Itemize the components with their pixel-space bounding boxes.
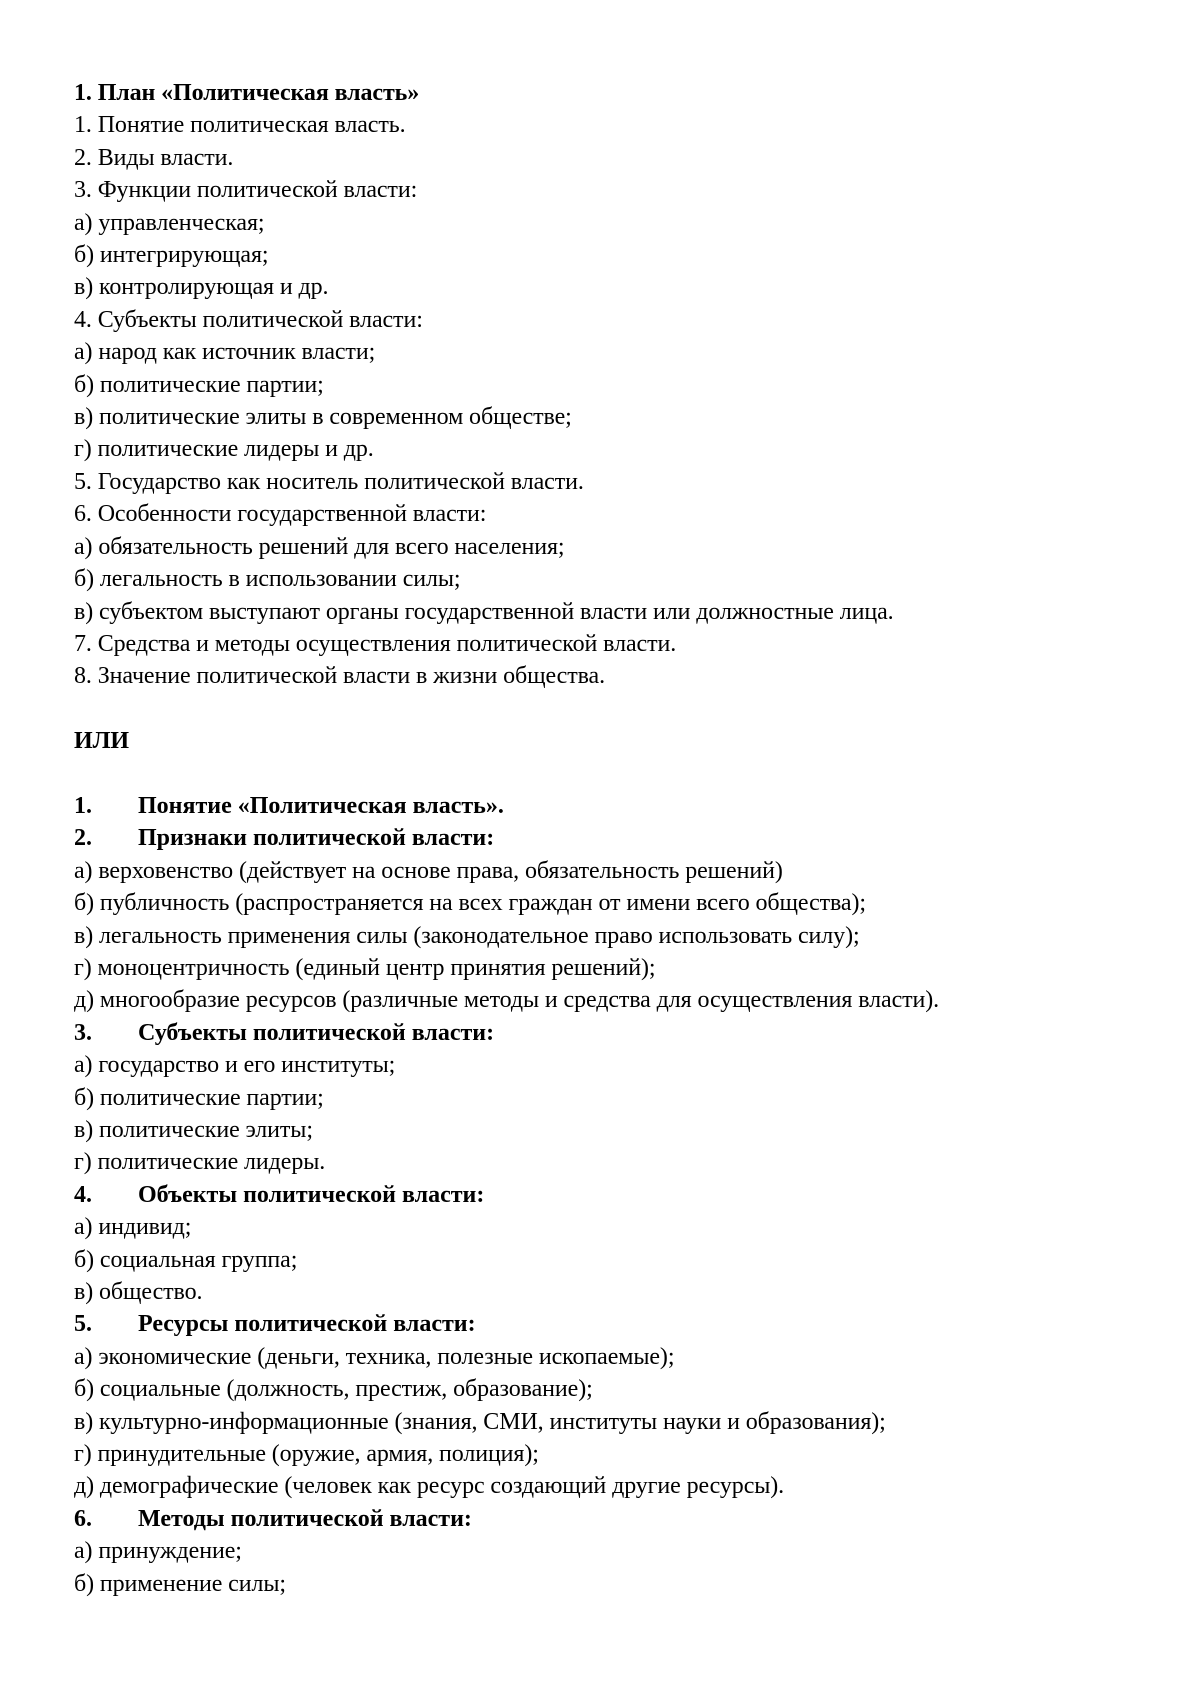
plan2-subitem: б) политические партии; [74,1084,324,1111]
plan2-heading [74,1503,1140,1535]
plan1-line: а) управленческая; [74,209,265,236]
plan2-list [74,790,1140,1600]
plan1-line: 2. Виды власти. [74,144,234,171]
plan1-line: б) легальность в использовании силы; [74,566,461,593]
plan2-heading [74,1308,1140,1340]
plan2-subitem: а) принуждение; [74,1538,242,1565]
item-number: 3. [74,1019,92,1046]
plan1-line: 6. Особенности государственной власти: [74,501,487,528]
item-heading-text: Объекты политической власти: [138,1181,485,1208]
item-number: 1. [74,792,92,819]
plan1-line: г) политические лидеры и др. [74,436,374,463]
plan2-subitem: а) верховенство (действует на основе права, обязательность решений) [74,857,783,884]
plan1-list [74,109,1140,692]
plan1-line: 7. Средства и методы осуществления политической власти. [74,630,677,657]
plan2-heading [74,1017,1140,1049]
spacer [74,693,1140,725]
plan2-subitem: б) применение силы; [74,1570,286,1597]
plan-title: 1. План «Политическая власть» [74,80,420,106]
plan2-heading [74,822,1140,854]
item-number: 5. [74,1311,92,1338]
plan2-subitem: а) государство и его институты; [74,1052,396,1079]
plan1-line: в) контролирующая и др. [74,274,329,301]
plan2-heading [74,790,1140,822]
plan2-heading [74,1179,1140,1211]
item-heading-text: Ресурсы политической власти: [138,1311,476,1338]
plan1-line: а) обязательность решений для всего населения; [74,533,565,560]
plan1-line: 5. Государство как носитель политической власти. [74,468,584,495]
item-number: 6. [74,1505,92,1532]
spacer [74,758,1140,790]
item-heading-text: Субъекты политической власти: [138,1019,495,1046]
plan2-subitem: г) принудительные (оружие, армия, полиция); [74,1441,539,1468]
plan1-line: 1. Понятие политическая власть. [74,112,406,139]
plan2-subitem: в) легальность применения силы (законодательное право использовать силу); [74,922,860,949]
item-number: 4. [74,1181,92,1208]
plan2-subitem: в) культурно-информационные (знания, СМИ, институты науки и образования); [74,1408,886,1435]
item-heading-text: Понятие «Политическая власть». [138,792,504,819]
item-heading-text: Методы политической власти: [138,1505,472,1532]
plan2-subitem: б) социальная группа; [74,1246,298,1273]
plan1-line: б) интегрирующая; [74,242,269,269]
plan1-line: 3. Функции политической власти: [74,177,418,204]
plan1-line: а) народ как источник власти; [74,339,376,366]
plan2-subitem: б) социальные (должность, престиж, образование); [74,1376,593,1403]
plan1-line: 4. Субъекты политической власти: [74,306,423,333]
plan1-line: 8. Значение политической власти в жизни общества. [74,663,605,690]
separator-or: ИЛИ [74,728,129,755]
plan1-line: в) субъектом выступают органы государственной власти или должностные лица. [74,598,894,625]
plan2-subitem: в) политические элиты; [74,1116,313,1143]
plan1-line: б) политические партии; [74,371,324,398]
plan2-subitem: б) публичность (распространяется на всех граждан от имени всего общества); [74,890,866,917]
plan2-subitem: а) экономические (деньги, техника, полезные ископаемые); [74,1343,675,1370]
plan2-subitem: д) демографические (человек как ресурс создающий другие ресурсы). [74,1473,785,1500]
plan1-line: в) политические элиты в современном обществе; [74,404,572,431]
plan2-subitem: д) многообразие ресурсов (различные методы и средства для осуществления власти). [74,987,940,1014]
plan2-subitem: а) индивид; [74,1214,192,1241]
plan2-subitem: в) общество. [74,1279,203,1305]
item-number: 2. [74,825,92,852]
item-heading-text: Признаки политической власти: [138,825,495,852]
plan2-subitem: г) политические лидеры. [74,1149,326,1176]
plan2-subitem: г) моноцентричность (единый центр принятия решений); [74,954,656,981]
